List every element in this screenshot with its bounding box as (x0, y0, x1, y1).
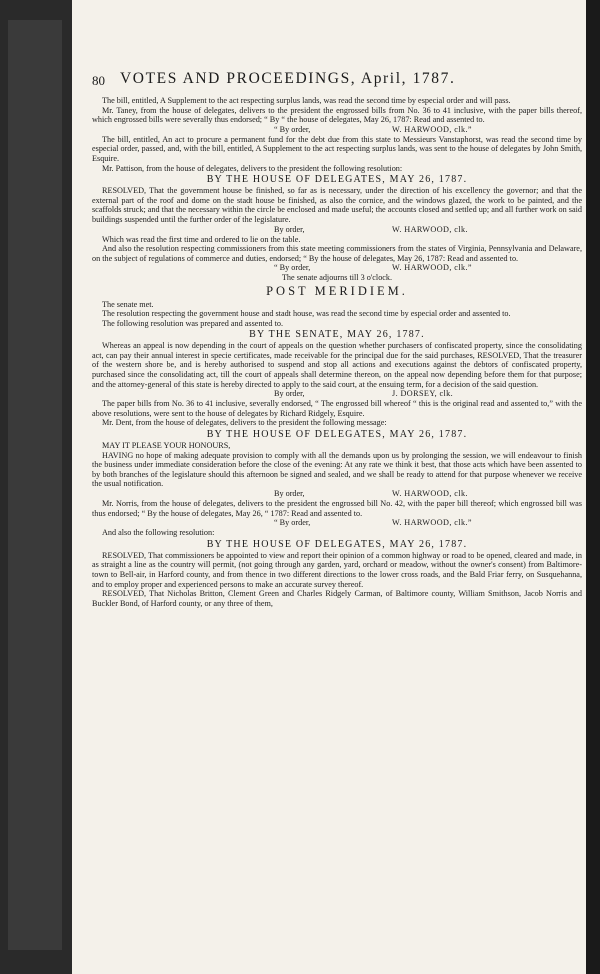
left-page-edge (0, 0, 72, 974)
paragraph: RESOLVED, That commissioners be appointed to view and report their opinion of a common highway or road to be opened, cleared and made, in as straight a line as the country will permit, (not going through any garden, yard, orchard or meadow, without the owner's consent) from Baltimore-town to Bell-air, in Harford county, and from thence in two different directions to the lower cross roads, and the Bald Friar ferry, on Susquehanna, and to employ proper and experienced persons to make an accurate survey thereof. (92, 550, 582, 589)
signature-clerk: W. HARWOOD, clk. (392, 489, 468, 498)
signature-order: “ By order, (274, 518, 311, 528)
paragraph: The following resolution was prepared and assented to. (102, 318, 283, 328)
post-meridiem-heading: POST MERIDIEM. (266, 283, 408, 298)
signature-line (92, 518, 582, 528)
paragraph: Mr. Dent, from the house of delegates, delivers to the president the following message: (102, 418, 387, 428)
paragraph: Mr. Norris, from the house of delegates, delivers to the president the engrossed bill No. 42, with the paper bill thereof; which engrossed bill was thus endorsed; “ By the house of delegates, May 26, “ 1787: Read and assented to. (92, 499, 582, 518)
facing-page (8, 20, 62, 950)
signature-order: By order, (274, 489, 305, 498)
page-content (92, 70, 582, 608)
section-heading: BY THE HOUSE OF DELEGATES, MAY 26, 1787. (206, 429, 468, 441)
signature-order: “ By order, (274, 263, 311, 273)
paragraph: Mr. Pattison, from the house of delegates, delivers to the president the following resolution: (102, 163, 403, 173)
signature-order: “ By order, (274, 124, 311, 134)
signature-order: By order, (274, 389, 305, 399)
paragraph: Mr. Taney, from the house of delegates, delivers to the president the engrossed bills from No. 36 to 41 inclusive, with the paper bills thereof, which engrossed bills were severally thus endorsed; “ By “ the house of delegates, May 26, 1787: Read and assented to. (92, 105, 582, 125)
paragraph: The senate met. (102, 299, 154, 309)
paragraph: The resolution respecting the government house and stadt house, was read the second time by especial order and assented to. (102, 309, 511, 319)
signature-clerk: W. HARWOOD, clk. (392, 224, 468, 234)
right-edge-shadow (586, 0, 600, 974)
signature-line (92, 263, 582, 273)
paragraph: MAY IT PLEASE YOUR HONOURS, (102, 441, 231, 451)
paragraph: Which was read the first time and ordered to lie on the table. (102, 234, 301, 244)
signature-order: By order, (274, 224, 305, 234)
paragraph: The bill, entitled, A Supplement to the act respecting surplus lands, was read the second time by especial order and will pass. (102, 96, 511, 105)
section-heading: BY THE SENATE, MAY 26, 1787. (249, 329, 425, 341)
paragraph: Whereas an appeal is now depending in the court of appeals on the question whether purchasers of confiscated property, since the consolidating act, can pay their annual interest in specie certificates, made receivable for the principal due for the said purchases, RESOLVED, That the treasurer of the western shore be, and is hereby authorised to suspend and stop all actions and executions against the debtors of confiscated property, purchased since the consolidating act, till the court of appeals shall determine thereon, on the appeal now depending before them for that purpose; and the attorney-general of this state is hereby directed to apply to the said court, at the ensuing term, for a decision of the said question. (92, 341, 582, 389)
signature-clerk: W. HARWOOD, clk.” (392, 263, 472, 273)
page-title: VOTES AND PROCEEDINGS, April, 1787. (120, 70, 456, 87)
paragraph: RESOLVED, That the government house be finished, so far as is necessary, under the direction of his excellency the governor; and that the external part of the roof and dome on the stadt house be finished, as also the cornice, and the windows glazed, the work to be painted, and the scaffolds struck; and that the necessary within the circle be enclosed and made useful; the accounts closed and settled up; and all further work on said buildings suspended until the further order of the legislature. (92, 186, 582, 224)
paragraph: The bill, entitled, An act to procure a permanent fund for the debt due from this state to Messieurs Vanstaphorst, was read the second time by especial order, passed, and, with the bill, entitled, A Supplement to the act respecting surplus lands, was sent to the house of delegates by John Smith, Esquire. (92, 134, 582, 163)
page-header (92, 70, 582, 94)
paragraph: And also the resolution respecting commissioners from this state meeting commissioners from the states of Virginia, Pennsylvania and Delaware, on the subject of regulations of commerce and duties, endorsed; “ By the house of delegates, May 26, 1787: Read and assented to. (92, 244, 582, 263)
signature-clerk: W. HARWOOD, clk.” (392, 518, 472, 528)
signature-clerk: J. DORSEY, clk. (392, 389, 454, 399)
section-heading: BY THE HOUSE OF DELEGATES, MAY 26, 1787. (206, 538, 468, 550)
signature-line (92, 389, 582, 399)
signature-line (92, 125, 582, 135)
paragraph: RESOLVED, That Nicholas Britton, Clement Green and Charles Ridgely Carman, of Baltimore county, William Smithson, Jacob Norris and Buckler Bond, of Harford county, or any three of them, (92, 589, 582, 608)
signature-line (92, 489, 582, 499)
signature-clerk: W. HARWOOD, clk.” (392, 124, 472, 134)
paragraph: HAVING no hope of making adequate provision to comply with all the demands upon us by prolonging the session, we will endeavour to finish the business under immediate consideration before the close of the evening: At any rate we think it best, that those acts which have been assented to by both branches of the legislature should this afternoon be signed and sealed, and we shall be ready to attend for that purpose whenever we receive the usual notification. (92, 450, 582, 489)
page-number: 80 (92, 73, 105, 88)
paragraph: And also the following resolution: (102, 528, 215, 538)
document-page (72, 0, 586, 974)
page-body (92, 96, 582, 608)
section-heading: BY THE HOUSE OF DELEGATES, MAY 26, 1787. (206, 174, 468, 186)
signature-line (92, 225, 582, 235)
paragraph: The paper bills from No. 36 to 41 inclusive, severally endorsed, “ The engrossed bill whereof “ this is the original read and assented to,” with the above resolutions, were sent to the house of delegates by Richard Ridgely, Esquire. (92, 399, 582, 418)
adjournment-note: The senate adjourns till 3 o'clock. (281, 273, 393, 283)
